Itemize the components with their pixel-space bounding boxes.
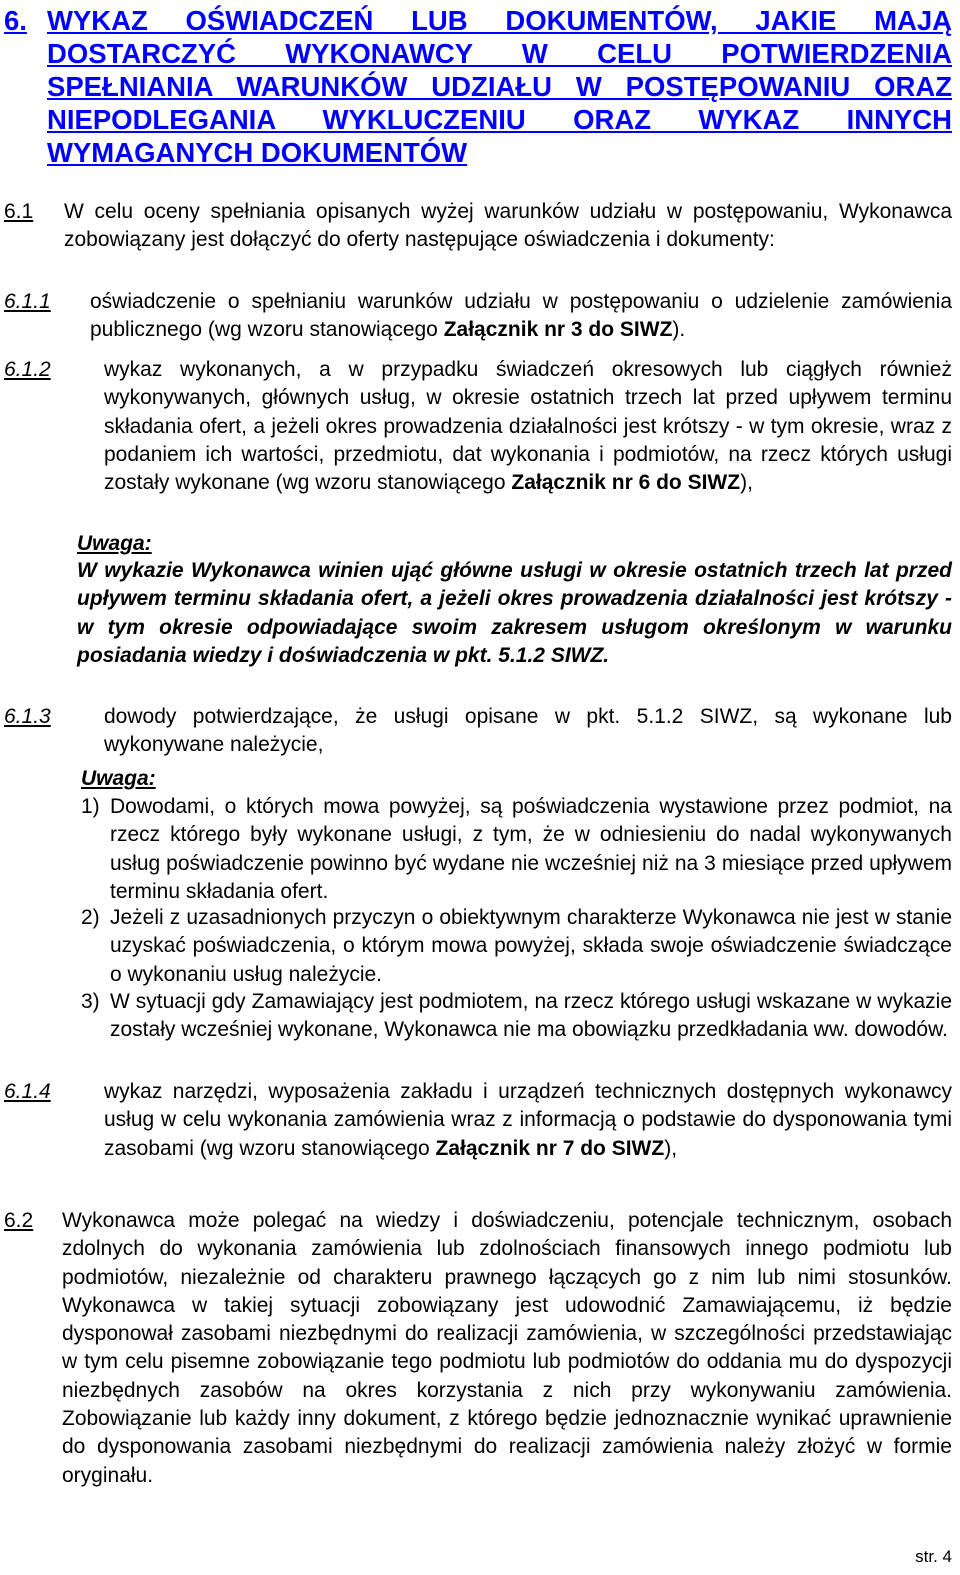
text-run: oświadczenie o spełnianiu warunków udziału w postępowaniu o udzielenie zamówienia publicznego (wg wzoru stanowiącego: [90, 290, 952, 342]
heading-line: NIEPODLEGANIA WYKLUCZENIU ORAZ WYKAZ INNYCH: [47, 104, 952, 135]
text-run: ),: [740, 471, 753, 495]
section-6-2-text: Wykonawca może polegać na wiedzy i doświadczeniu, potencjale technicznym, osobach zdolnych do wykonania zamówienia lub zdolnościach finansowych innego podmiotu lub podmiotów, niezależnie od charakteru prawnego łączących go z nim lub nimi stosunków. Wykonawca w takiej sytuacji zobowiązany jest udowodnić Zamawiającemu, iż będzie dysponował zasobami niezbędnymi do realizacji zamówienia, w szczególności przedstawiając w tym celu pisemne zobowiązanie tego podmiotu lub podmiotów do oddania mu do dyspozycji niezbędnych zasobów na okres korzystania z nich przy wykonywaniu zamówienia. Zobowiązanie lub każdy inny dokument, z którego będzie jednoznacznie wynikać uprawnienie do dysponowania zasobami niezbędnymi do realizacji zamówienia należy złożyć w formie oryginału.: [62, 1209, 952, 1487]
note-text: W wykazie Wykonawca winien ująć główne usługi w okresie ostatnich trzech lat przed upływem terminu składania ofert, a jeżeli okres prowadzenia działalności jest krótszy - w tym okresie odpowiadające swoim zakresem usługom określonym w warunku posiadania wiedzy i doświadczenia w pkt. 5.1.2 SIWZ.: [77, 559, 952, 667]
text-run: wykaz narzędzi, wyposażenia zakładu i urządzeń technicznych dostępnych wykonawcy usług w celu wykonania zamówienia wraz z informacją o podstawie do dysponowania tymi zasobami (wg wzoru stanowiącego: [104, 1080, 952, 1160]
section-6-1-4-text: [104, 1078, 952, 1163]
note-title: Uwaga:: [81, 767, 156, 790]
list-item: W sytuacji gdy Zamawiający jest podmiotem, na rzecz którego usługi wskazane w wykazie zostały wcześniej wykonane, Wykonawca nie ma obowiązku przedkładania ww. dowodów.: [110, 990, 952, 1042]
section-number-6-1-1: 6.1.1: [4, 290, 51, 313]
section-6-1-3-text: dowody potwierdzające, że usługi opisane w pkt. 5.1.2 SIWZ, są wykonane lub wykonywane należycie,: [104, 705, 952, 757]
heading-number: 6.: [4, 5, 27, 36]
text-run: ),: [664, 1136, 678, 1160]
list-item: Dowodami, o których mowa powyżej, są poświadczenia wystawione przez podmiot, na rzecz którego były wykonane usługi, z tym, że w odniesieniu do nadal wykonywanych usług poświadczenie powinno być wydane nie wcześniej niż na 3 miesiące przed upływem terminu składania ofert.: [110, 795, 952, 903]
section-6-1-1-text: [90, 288, 952, 345]
page-number: str. 4: [915, 1547, 952, 1566]
heading-line: WYKAZ OŚWIADCZEŃ LUB DOKUMENTÓW, JAKIE MAJĄ: [47, 5, 952, 36]
attachment-reference: Załącznik nr 6 do SIWZ: [511, 471, 741, 495]
list-item: Jeżeli z uzasadnionych przyczyn o obiektywnym charakterze Wykonawca nie jest w stanie uzyskać poświadczenia, o którym mowa powyżej, składa swoje oświadczenie świadczące o wykonaniu usług należycie.: [110, 906, 952, 986]
section-number-6-1-3: 6.1.3: [4, 705, 51, 728]
section-6-1-text: W celu oceny spełniania opisanych wyżej warunków udziału w postępowaniu, Wykonawca zobowiązany jest dołączyć do oferty następujące oświadczenia i dokumenty:: [64, 200, 952, 252]
section-number-6-1-4: 6.1.4: [4, 1080, 51, 1103]
section-heading: [4, 4, 952, 169]
attachment-reference: Załącznik nr 3 do SIWZ: [443, 318, 673, 342]
list-item-number: 3): [81, 990, 100, 1013]
section-number-6-2: 6.2: [4, 1209, 34, 1232]
heading-line: DOSTARCZYĆ WYKONAWCY W CELU POTWIERDZENIA: [47, 38, 952, 69]
heading-line: SPEŁNIANIA WARUNKÓW UDZIAŁU W POSTĘPOWANIU ORAZ: [47, 71, 952, 102]
list-item-number: 2): [81, 906, 100, 929]
heading-line: WYMAGANYCH DOKUMENTÓW: [47, 137, 468, 168]
note-title: Uwaga:: [77, 532, 152, 555]
attachment-reference: Załącznik nr 7 do SIWZ: [435, 1136, 665, 1160]
section-number-6-1: 6.1: [4, 200, 34, 223]
text-run: wykaz wykonanych, a w przypadku świadczeń okresowych lub ciągłych również wykonywanych, głównych usług, w okresie ostatnich trzech lat przed upływem terminu składania ofert, a jeżeli okres prowadzenia działalności jest krótszy - w tym okresie, wraz z podaniem ich wartości, przedmiotu, dat wykonania i podmiotów, na rzecz których usługi zostały wykonane (wg wzoru stanowiącego: [104, 358, 952, 495]
list-item-number: 1): [81, 795, 100, 818]
text-run: ).: [672, 318, 686, 342]
section-6-1-2-text: [104, 356, 952, 497]
section-number-6-1-2: 6.1.2: [4, 358, 51, 381]
